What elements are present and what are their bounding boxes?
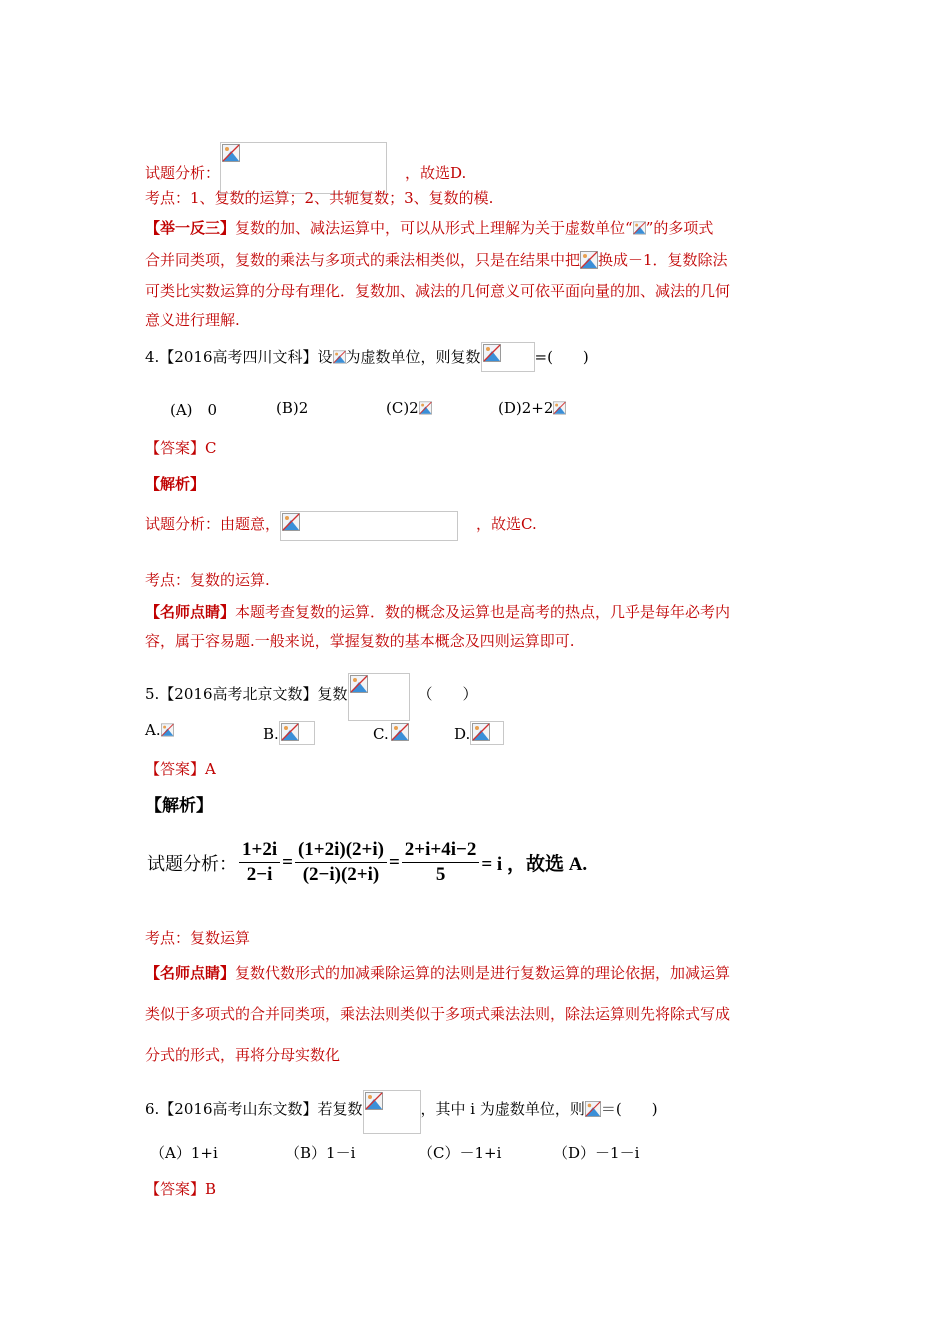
- broken-image-icon: [391, 723, 409, 741]
- broken-image-icon: [633, 219, 646, 239]
- jyfs-line-1: 【举一反三】复数的加、减法运算中，可以从形式上理解为关于虚数单位“ ”的多项式: [145, 219, 714, 237]
- broken-image-icon: [281, 723, 299, 741]
- formula-image: [470, 721, 504, 745]
- q4-answer: 【答案】C: [145, 439, 217, 457]
- q5-stem: 5.【2016高考北京文数】复数 （ ）: [145, 673, 478, 721]
- q5-option-c: C.: [373, 721, 413, 745]
- formula-image: [481, 342, 535, 372]
- broken-image-icon: [419, 399, 432, 419]
- formula-image: [363, 1090, 421, 1134]
- jyfs-line-3: 可类比实数运算的分母有理化．复数加、减法的几何意义可依平面向量的加、减法的几何: [145, 282, 731, 300]
- broken-image-icon: [282, 513, 300, 531]
- broken-image-icon: [161, 721, 174, 741]
- q4-jiexi: 【解析】: [145, 475, 206, 493]
- fraction: $\frac{1+2i}{2-i}$: [239, 838, 280, 887]
- q4-msdq-line-2: 容，属于容易题.一般来说，掌握复数的基本概念及四则运算即可.: [145, 632, 575, 650]
- q5-msdq-line-3: 分式的形式，再将分母实数化: [145, 1046, 341, 1064]
- q4-msdq-line-1: 【名师点睛】本题考查复数的运算．数的概念及运算也是高考的热点，几乎是每年必考内: [145, 603, 731, 621]
- q5-answer: 【答案】A: [145, 760, 216, 778]
- fraction: $\frac{(1+2i)(2+i)}{(2-i)(2+i)}$: [295, 838, 387, 887]
- q4-option-a: (A) 0: [170, 401, 218, 419]
- formula-image: [280, 511, 458, 541]
- q6-option-d: （D）－1－i: [553, 1144, 640, 1162]
- analysis-line-prev: 试题分析： ，故选D.: [145, 142, 466, 194]
- q4-option-c: (C)2: [386, 399, 432, 419]
- q4-option-b: (B)2: [276, 399, 309, 417]
- broken-image-icon: [585, 1100, 601, 1120]
- broken-image-icon: [365, 1092, 383, 1110]
- q4-kaodian: 考点：复数的运算.: [145, 571, 270, 589]
- q5-kaodian: 考点：复数运算: [145, 929, 251, 947]
- q5-msdq-line-2: 类似于多项式的合并同类项，乘法法则类似于多项式乘法法则，除法运算则先将除式写成: [145, 1005, 731, 1023]
- q5-analysis-formula: 试题分析： $\frac{1+2i}{2-i}$ = $\frac{(1+2i)(2+i)}{(2-i)(2+i)}$ = $\frac{2+i+4i-2}{5}$ = i ，故选 A.: [147, 839, 588, 885]
- jyfs-line-4: 意义进行理解.: [145, 311, 240, 329]
- broken-image-icon: [222, 144, 240, 162]
- q6-option-c: （C）－1+i: [418, 1144, 502, 1162]
- formula-image: [279, 721, 315, 745]
- jyfs-line-2: 合并同类项，复数的乘法与多项式的乘法相类似，只是在结果中把 换成－1．复数除法: [145, 251, 728, 269]
- q6-answer: 【答案】B: [145, 1180, 217, 1198]
- broken-image-icon: [350, 675, 368, 693]
- q4-option-d: (D)2+2: [498, 399, 566, 419]
- broken-image-icon: [333, 348, 346, 368]
- broken-image-icon: [580, 251, 598, 271]
- q4-analysis: 试题分析：由题意， ，故选C.: [145, 511, 537, 541]
- q5-option-b: B.: [263, 721, 315, 745]
- q6-option-a: （A）1+i: [150, 1144, 218, 1162]
- kaodian-prev: 考点：1、复数的运算；2、共轭复数；3、复数的模.: [145, 189, 494, 207]
- fraction: $\frac{2+i+4i-2}{5}$: [402, 838, 480, 887]
- q5-msdq-line-1: 【名师点睛】复数代数形式的加减乘除运算的法则是进行复数运算的理论依据，加减运算: [145, 964, 731, 982]
- formula-image: [348, 673, 410, 721]
- q5-option-a: A.: [145, 721, 174, 741]
- q5-option-d: D.: [454, 721, 504, 745]
- q4-stem: 4.【2016高考四川文科】设 为虚数单位，则复数 =( ): [145, 342, 589, 372]
- broken-image-icon: [472, 723, 490, 741]
- q6-stem: 6.【2016高考山东文数】若复数 ，其中 i 为虚数单位，则 ＝( ): [145, 1090, 658, 1134]
- formula-image: [389, 721, 413, 745]
- q5-jiexi: 【解析】: [145, 796, 213, 816]
- broken-image-icon: [483, 344, 501, 362]
- broken-image-icon: [553, 399, 566, 419]
- q6-option-b: （B）1－i: [285, 1144, 356, 1162]
